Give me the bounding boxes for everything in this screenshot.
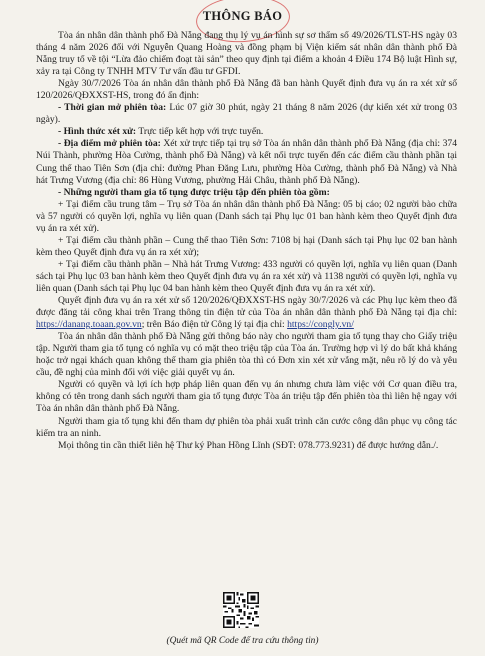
participants-heading: - Những người tham gia tố tụng được triệu tập đến phiên tòa gồm:	[58, 186, 330, 198]
hearing-time-label: - Thời gian mở phiên tòa:	[58, 102, 167, 114]
qr-code-graphic	[223, 592, 259, 628]
hearing-form-label: - Hình thức xét xử:	[58, 126, 137, 138]
hearing-form	[36, 126, 457, 138]
document-body	[36, 30, 457, 452]
participants-item-trung-vuong: + Tại điểm cầu thành phần – Nhà hát Trưng Vương: 433 người có quyền lợi, nghĩa vụ liên quan (Danh sách tại Phụ lục 03 ban hành kèm theo Quyết định đưa vụ án ra xét xử) và 1138 người có quyền lợi, nghĩa vụ liên quan (Danh sách tại Phụ lục 04 ban hành kèm theo Quyết định đưa vụ án ra xét xử).	[36, 258, 457, 294]
summons-notice-paragraph: Tòa án nhân dân thành phố Đà Nẵng gửi thông báo này cho người tham gia tố tụng thay cho Giấy triệu tập. Người tham gia tố tụng có nghĩa vụ có mặt theo triệu tập của Tòa án. Trường hợp vì lý do bất khả kháng hoặc trở ngại khách quan không thể tham gia phiên tòa thì có Đơn xin xét xử vắng mặt, nêu rõ lý do và yêu cầu, đề nghị của mình đối với việc giải quyết vụ án.	[36, 331, 457, 379]
qr-code-icon[interactable]	[223, 592, 259, 628]
hearing-time	[36, 102, 457, 126]
hearing-time-value: Lúc 07 giờ 30 phút, ngày 21 tháng 8 năm 2026 (dự kiến xét xử trong 03 ngày).	[36, 102, 457, 126]
congly-website-link[interactable]: https://congly.vn/	[287, 319, 354, 331]
intro-paragraph: Tòa án nhân dân thành phố Đà Nẵng đang thụ lý vụ án hình sự sơ thẩm số 49/2026/TLST-HS ngày 03 tháng 4 năm 2026 đối với Nguyễn Quang Hoàng và đồng phạm bị Viện kiểm sát nhân dân thành phố Đà Nẵng truy tố về tội “Lừa đảo chiếm đoạt tài sản” theo quy định tại điểm a khoản 4 Điều 174 Bộ luật Hình sự, xảy ra tại Công ty TNHH MTV Tư vấn đầu tư GFDI.	[36, 30, 457, 78]
publication-text-mid: ; trên Báo điện tử Công lý tại địa chỉ:	[141, 319, 288, 331]
publication-paragraph	[36, 295, 457, 331]
participants-item-central: + Tại điểm cầu trung tâm – Trụ sở Tòa án nhân dân thành phố Đà Nẵng: 05 bị cáo; 02 người bào chữa và 57 người có quyền lợi, nghĩa vụ liên quan (Danh sách tại Phụ lục 01 ban hành kèm theo Quyết định đưa vụ án ra xét xử).	[36, 198, 457, 234]
publication-text: Quyết định đưa vụ án ra xét xử số 120/2026/QĐXXST-HS ngày 30/7/2026 và các Phụ lục kèm theo đã được đăng tải công khai trên Trang thông tin điện tử của Tòa án nhân dân thành phố Đà Nẵng tại địa chỉ:	[36, 295, 457, 319]
related-parties-paragraph: Người có quyền và lợi ích hợp pháp liên quan đến vụ án nhưng chưa làm việc với Cơ quan điều tra, không có tên trong danh sách người tham gia tố tụng được Tòa án triệu tập đến phiên tòa thì liên hệ ngay với Tòa án nhân dân thành phố Đà Nẵng.	[36, 379, 457, 415]
document-title: THÔNG BÁO	[202, 9, 283, 23]
qr-caption: (Quét mã QR Code để tra cứu thông tin)	[166, 636, 319, 646]
id-requirement-paragraph: Người tham gia tố tụng khi đến tham dự phiên tòa phải xuất trình căn cước công dân phục vụ công tác kiểm tra an ninh.	[36, 415, 457, 439]
court-website-link[interactable]: https://danang.toaan.gov.vn	[36, 319, 142, 331]
hearing-location-value: Xét xử trực tiếp tại trụ sở Tòa án nhân dân thành phố Đà Nẵng (địa chỉ: 374 Núi Thành, phường Hòa Cường, thành phố Đà Nẵng) và kết nối trực tuyến đến các điểm cầu thành phần tại Cung thể thao Tiên Sơn (địa chỉ: đường Phan Đăng Lưu, phường Hòa Cường, thành phố Đà Nẵng) và Nhà hát Trưng Vương (địa chỉ: 86 Hùng Vương, phường Hải Châu, thành phố Đà Nẵng).	[36, 138, 457, 186]
decision-paragraph: Ngày 30/7/2026 Tòa án nhân dân thành phố Đà Nẵng đã ban hành Quyết định đưa vụ án ra xét xử số 120/2026/QĐXXST-HS, trong đó ấn định:	[36, 78, 457, 102]
contact-paragraph: Mọi thông tin cần thiết liên hệ Thư ký Phan Hồng Lĩnh (SĐT: 078.773.9231) để được hướng dẫn./.	[58, 439, 439, 451]
hearing-form-value: Trực tiếp kết hợp với trực tuyến.	[136, 126, 264, 138]
hearing-location	[36, 138, 457, 186]
hearing-location-label: - Địa điểm mở phiên tòa:	[58, 138, 161, 150]
participants-item-tien-son: + Tại điểm cầu thành phần – Cung thể thao Tiên Sơn: 7108 bị hại (Danh sách tại Phụ lục 02 ban hành kèm theo Quyết định đưa vụ án ra xét xử);	[36, 234, 457, 258]
